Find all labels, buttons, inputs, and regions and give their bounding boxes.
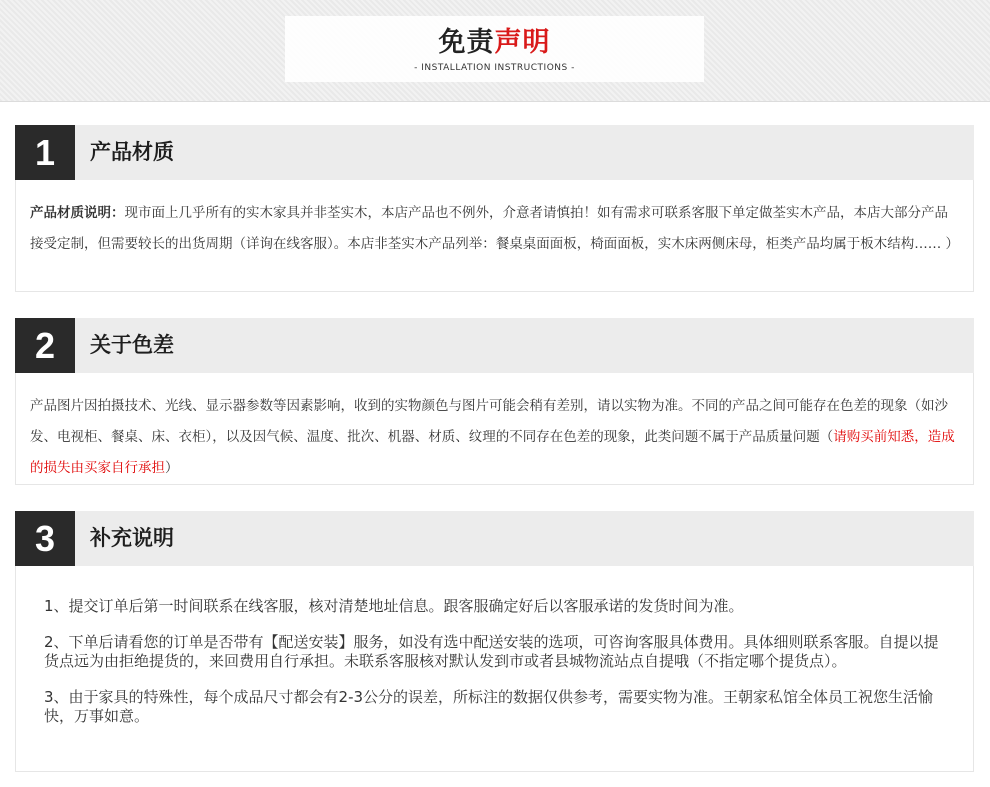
section-body: [15, 373, 974, 485]
title-red: 声明: [494, 27, 551, 58]
section-text: [16, 373, 973, 484]
section-header: [15, 511, 974, 566]
page-title: [285, 26, 704, 60]
banner-title-box: [285, 16, 704, 82]
section-body: [15, 180, 974, 292]
page-subtitle: - INSTALLATION INSTRUCTIONS -: [414, 63, 575, 73]
section-header: [15, 318, 974, 373]
section-number: 3: [15, 511, 75, 566]
material-text: 现市面上几乎所有的实木家具并非荃实木，本店产品也不例外，介意者请慎拍！如有需求可联系客服下单定做荃实木产品，本店大部分产品接受定制，但需要较长的出货周期（详询在线客服）。本店非荃实木产品列举：餐桌桌面面板，椅面面板，实木床两侧床母，柜类产品均属于板木结构…… ）: [30, 205, 960, 252]
list-item: 2、下单后请看您的订单是否带有【配送安装】服务，如没有选中配送安装的选项，可咨询客服具体费用。具体细则联系客服。自提以提货点远为由拒绝提货的，来回费用自行承担。未联系客服核对默认发到市或者县城物流站点自提哦（不指定哪个提货点）。: [44, 633, 939, 670]
section-number: 2: [15, 318, 75, 373]
color-text: 产品图片因拍摄技术、光线、显示器参数等因素影响，收到的实物颜色与图片可能会稍有差别，请以实物为准。不同的产品之间可能存在色差的现象（如沙发、电视柜、餐桌、床、衣柜），以及因气候、温度、批次、机器、材质、纹理的不同存在色差的现象，此类问题不属于产品质量问题（: [30, 398, 948, 445]
title-black: 免责: [438, 27, 495, 58]
section-title: 产品材质: [90, 140, 174, 164]
section-supplementary: [15, 511, 974, 772]
section-title: 补充说明: [90, 526, 174, 550]
section-number: 1: [15, 125, 75, 180]
section-text: [16, 180, 973, 260]
supplementary-list: [16, 597, 973, 726]
section-material: [15, 125, 974, 292]
list-item: 1、提交订单后第一时间联系在线客服，核对清楚地址信息。跟客服确定好后以客服承诺的发货时间为准。: [44, 597, 744, 615]
color-text-end: ）: [165, 460, 179, 476]
section-title: 关于色差: [90, 333, 174, 357]
header-banner: [0, 0, 990, 102]
color-warning: 请购买前知悉，造成的损失由买家自行承担: [30, 429, 955, 476]
section-color-difference: [15, 318, 974, 485]
material-lead: 产品材质说明：: [30, 205, 125, 221]
list-item: 3、由于家具的特殊性，每个成品尺寸都会有2-3公分的误差，所标注的数据仅供参考，需要实物为准。王朝家私馆全体员工祝您生活愉快，万事如意。: [44, 688, 934, 725]
section-body: [15, 566, 974, 772]
section-header: [15, 125, 974, 180]
